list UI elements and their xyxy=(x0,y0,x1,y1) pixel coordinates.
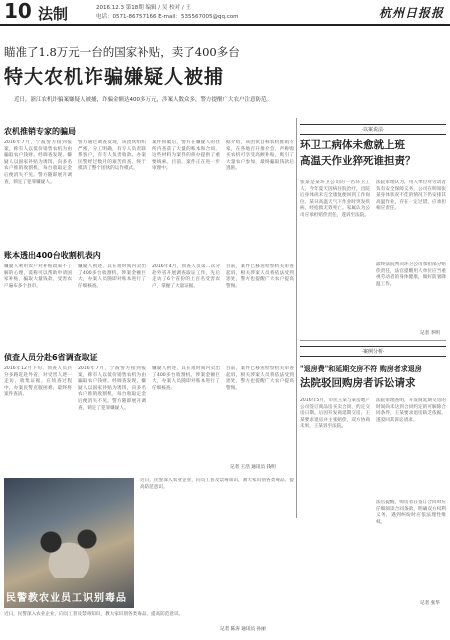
main-lede: 近日，浙江农机诈骗案嫌疑人被捕，诈骗金额达400多万元，涉案人数众多，警方提醒广大农户注意防范。 xyxy=(14,97,273,103)
photo-credit: 记者 陈涛 通讯员 孙丽 xyxy=(220,627,266,632)
main-col-3b: 2016年4月，侦查人员第二次分赴外省开展调查取证工作，先后走访了6个省份的上百名受害农户，掌握了大量证据。 xyxy=(152,264,220,289)
right-divider xyxy=(300,340,446,341)
right-top-label: ·以案说法· xyxy=(300,124,446,135)
main-col-4a: 据介绍，该团伙自称农机推销专家，在各地召开推介会，声称购买农机可享受高额补贴，吸引了大量农户参加，最终骗取钱款后逃匿。 xyxy=(226,140,294,172)
main-col-2a: 警方通过调查发现，该团伙组织严密，分工明确，有专人负责联系客户，有专人负责收款。办案民警经过数月的艰苦侦查，终于摸清了整个团伙的运作模式。 xyxy=(78,140,146,172)
right-top-body-1: 张某是某环卫公司的一名环卫工人，今年夏天因病住院治疗，出院后身体尚未完全康复便回到工作岗位。某日高温天气下作业时突发疾病，经抢救无效死亡。家属认为公司应承担赔偿责任，遂诉至法院。 xyxy=(300,180,370,218)
main-col-sub3-c: 嫌疑人供述，其在短时间内卖出了400多台收割机，涉案金额巨大，办案人员随即对账本进行了仔细核查。 xyxy=(152,366,220,391)
photo-side-text: 近日，民警深入农业企业，向员工普及禁毒知识，教大家识别各类毒品，提高防范意识。 xyxy=(140,478,294,490)
right-top-body-3: 最终法院判决环卫公司承担部分赔偿责任，法官提醒用人单位应当重视劳动者的身体健康，做好防暑降温工作。 xyxy=(376,262,446,287)
editor-contact: 电话：0571-86757166 E-mail：535567005@qq.com xyxy=(96,14,239,20)
right-top-body-2: 法院审理认为，用人单位对劳动者负有安全保障义务，公司在明知张某身体状况不佳的情况下仍安排其高温作业，存在一定过错，应承担相应责任。 xyxy=(376,180,446,212)
main-col-1b: 嫌疑人利用农户对补贴政策不了解的心理，谎称可以帮助申请国家补贴，骗取大量钱款，受害农户遍布多个县市。 xyxy=(4,264,72,289)
right-bottom-body-1: 2016年5月，市民王某与某房地产公司签订商品房买卖合同，约定交房日期。后因开发商延期交房，王某要求退房并主张赔偿，双方协商未果，王某诉至法院。 xyxy=(300,398,370,430)
subhead-3: 侦查人员分赴6省调查取证 xyxy=(4,353,98,362)
main-col-sub3-b: 2016年7月，宁波警方接到报案，称有人以低价销售农机为由骗取农户钱财。经调查发现，嫌疑人以国家补贴为诱饵，向多名农户推销收割机，每台收取定金后便消失不见。警方随即展开调查，锁定了犯罪嫌疑人。 xyxy=(78,366,146,411)
right-bottom-title: 法院驳回购房者诉讼请求 xyxy=(300,377,416,389)
right-bottom-byline: 记者 张华 xyxy=(420,601,440,606)
main-col-4b: 目前，案件已移送检察机关审查起诉，相关涉案人员将依法受到惩处，警方也提醒广大农户提高警惕。 xyxy=(226,264,294,289)
main-col-sub3-d: 目前，案件已移送检察机关审查起诉，相关涉案人员将依法受到惩处，警方也提醒广大农户提高警惕。 xyxy=(226,366,294,391)
main-headline: 特大农机诈骗嫌疑人被捕 xyxy=(4,66,225,88)
page-number: 10 xyxy=(4,0,32,23)
right-bottom-label: ·案例分析· xyxy=(300,346,446,357)
photo-subjects xyxy=(24,518,114,578)
subhead-1: 农机推销专家的骗局 xyxy=(4,127,76,136)
main-col-2b: 嫌疑人供述，其在短时间内卖出了400多台收割机，涉案金额巨大，办案人员随即对账本进行了仔细核查。 xyxy=(78,264,146,289)
masthead: 杭州日报报 xyxy=(378,6,444,20)
right-top-title-1: 环卫工病体未愈就上班 xyxy=(300,139,405,151)
main-col-sub3-a: 2016年12月下旬，侦查人员兵分多路赶赴外省，对受害人逐一走访，收集证据。在侦查过程中，办案民警克服困难，最终将案件查清。 xyxy=(4,366,72,398)
right-bottom-body-3: 法官提醒，购房者在签订合同时应仔细阅读合同条款，明确双方权利义务，遇到纠纷时应依法理性维权。 xyxy=(376,500,446,525)
main-credit: 记者 王浩 通讯员 钱明 xyxy=(230,465,276,470)
main-col-1a: 2016年7月，宁波警方接到报案，称有人以低价销售农机为由骗取农户钱财。经调查发现，嫌疑人以国家补贴为诱饵，向多名农户推销收割机，每台收取定金后便消失不见。警方随即展开调查，锁定了犯罪嫌疑人。 xyxy=(4,140,72,185)
issue-line: 2016.12.3 第18期 编辑 / 吴 校对 / 王 xyxy=(96,5,191,11)
page-header xyxy=(0,0,450,26)
section-title: 法制 xyxy=(38,5,69,23)
photo-caption: 民警教农业员工识别毒品 xyxy=(6,593,127,604)
column-divider xyxy=(296,118,297,518)
right-bottom-body-2: 法院审理查明，开发商延期交房的时间尚未达到合同约定的可解除合同条件，王某要求退房缺乏依据，遂驳回其诉讼请求。 xyxy=(376,398,446,423)
photo-bottom-text: 近日，民警深入农业企业，向员工普及禁毒知识，教大家识别各类毒品，提高防范意识。 xyxy=(4,612,184,617)
subhead-2: 账本透出400台收割机表内 xyxy=(4,251,101,260)
right-top-title-2: 高温天作业猝死谁担责？ xyxy=(300,155,416,167)
news-photo xyxy=(4,478,134,608)
main-kicker: 瞄准了1.8万元一台的国家补贴，卖了400多台 xyxy=(4,45,240,59)
main-col-3a: 案件侦破后，警方在嫌疑人的住所内查获了大量的账本和合同，这些材料为案件的侦办提供了重要线索。目前，案件正在进一步审理中。 xyxy=(152,140,220,172)
right-bottom-kicker: "退房费"和延期交房不符 购房者求退房 xyxy=(300,364,422,373)
right-top-byline: 记者 李明 xyxy=(420,331,440,336)
